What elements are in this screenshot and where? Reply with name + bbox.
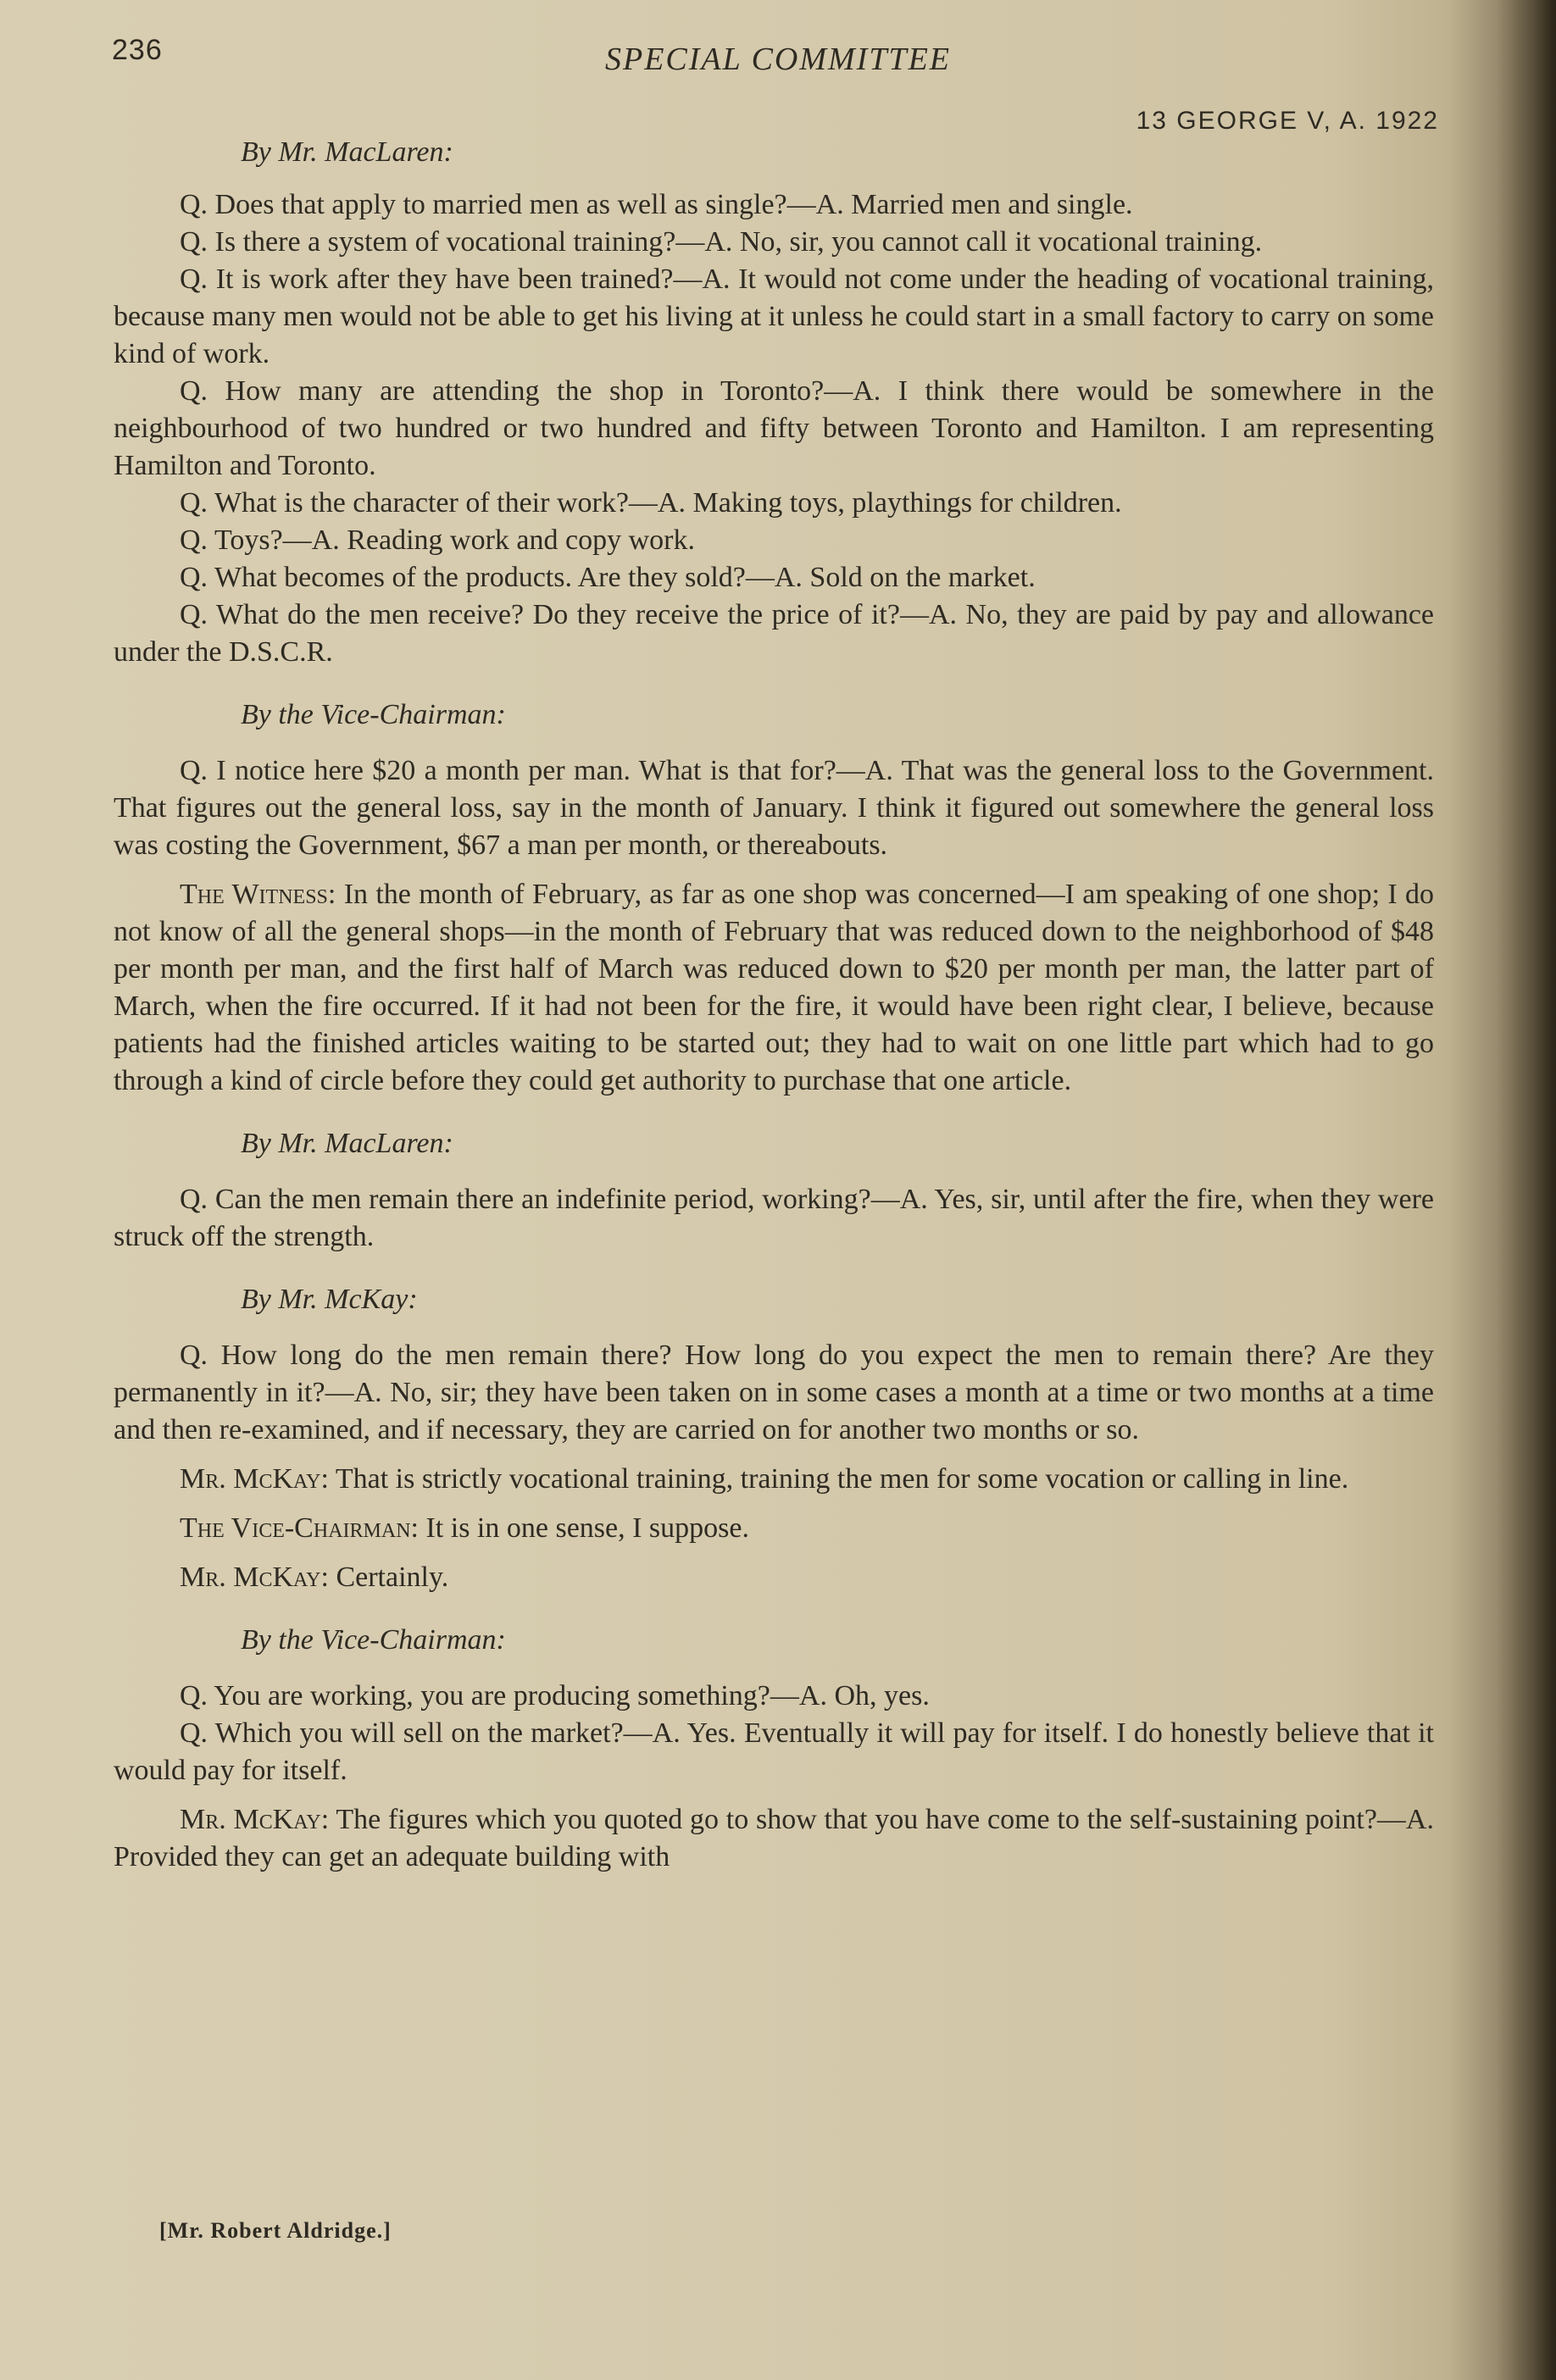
examiner-heading: By Mr. MacLaren: <box>241 1128 453 1159</box>
question-answer-paragraph: Q. Toys?—A. Reading work and copy work. <box>180 524 695 556</box>
speech-text: In the month of February, as far as one shop was concerned—I am speaking of one shop; I do not know of all the general shops—in the month of February that was reduced down to the neighborhood of $48 per month per man, and the first half of March was reduced down to $20 per month per man, the latter part of March, when the fire occurred. If it had not been for the fire, it would have been right clear, I believe, because patients had the finished articles waiting to be started out; they had to wait on one little part which had to go through a kind of circle before they could get authority to purchase that one article. <box>114 879 1435 1096</box>
question-answer-paragraph: Q. How long do the men remain there? How long do you expect the men to remain there? Are they permanently in it?—A. No, sir; they have been taken on in some cases a month at a time or two months at a time and then re-examined, and if necessary, they are carried on for another two months or so. <box>114 1340 1434 1445</box>
examiner-heading: By Mr. MacLaren: <box>241 136 453 168</box>
speech-paragraph: The Vice-Chairman: It is in one sense, I suppose. <box>180 1512 749 1544</box>
question-answer-paragraph: Q. It is work after they have been trained?—A. It would not come under the heading of vocational training, because many men would not be able to get his living at it unless he could start in a small factory to carry on some kind of work. <box>114 264 1434 369</box>
speech-paragraph: Mr. McKay: The figures which you quoted go to show that you have come to the self-sustaining point?—A. Provided they can get an adequate building with <box>114 1804 1434 1872</box>
examiner-heading: By the Vice-Chairman: <box>241 699 506 730</box>
speaker-name: Mr. McKay <box>180 1463 321 1495</box>
speaker-name: The Vice-Chairman <box>180 1512 411 1544</box>
examiner-heading: By Mr. McKay: <box>241 1284 418 1315</box>
question-answer-paragraph: Q. What becomes of the products. Are they sold?—A. Sold on the market. <box>180 562 1036 593</box>
question-answer-paragraph: Q. Does that apply to married men as well as single?—A. Married men and single. <box>180 189 1133 220</box>
speech-text: It is in one sense, I suppose. <box>425 1512 749 1544</box>
question-answer-paragraph: Q. Can the men remain there an indefinite period, working?—A. Yes, sir, until after the fire, when they were struck off the strength. <box>114 1184 1434 1252</box>
speech-text: The figures which you quoted go to show that you have come to the self-sustaining point?—A. Provided they can get an adequate building with <box>114 1804 1434 1872</box>
speech-paragraph: Mr. McKay: That is strictly vocational training, training the men for some vocation or calling in line. <box>180 1463 1349 1495</box>
session-reference: 13 GEORGE V, A. 1922 <box>1136 107 1439 135</box>
question-answer-paragraph: Q. What do the men receive? Do they receive the price of it?—A. No, they are paid by pay and allowance under the D.S.C.R. <box>114 599 1434 668</box>
examiner-heading: By the Vice-Chairman: <box>241 1624 506 1656</box>
question-answer-paragraph: Q. I notice here $20 a month per man. What is that for?—A. That was the general loss to the Government. That figures out the general loss, say in the month of January. I think it figured out somewhere the general loss was costing the Government, $67 a man per month, or thereabouts. <box>114 755 1434 861</box>
speaker-name: Mr. McKay <box>180 1804 321 1835</box>
speaker-name: The Witness <box>180 879 328 910</box>
speech-paragraph: Mr. McKay: Certainly. <box>180 1562 449 1593</box>
document-body <box>114 134 1434 1876</box>
speech-text: That is strictly vocational training, training the men for some vocation or calling in line. <box>335 1463 1349 1495</box>
witness-signature-line: [Mr. Robert Aldridge.] <box>159 2218 392 2243</box>
question-answer-paragraph: Q. Which you will sell on the market?—A. Yes. Eventually it will pay for itself. I do honestly believe that it would pay for itself. <box>114 1717 1434 1786</box>
question-answer-paragraph: Q. You are working, you are producing something?—A. Oh, yes. <box>180 1680 930 1711</box>
speech-paragraph: The Witness: In the month of February, as far as one shop was concerned—I am speaking of one shop; I do not know of all the general shops—in the month of February that was reduced down to the neighborhood of $48 per month per man, and the first half of March was reduced down to $20 per month per man, the latter part of March, when the fire occurred. If it had not been for the fire, it would have been right clear, I believe, because patients had the finished articles waiting to be started out; they had to wait on one little part which had to go through a kind of circle before they could get authority to purchase that one article. <box>114 879 1435 1096</box>
question-answer-paragraph: Q. What is the character of their work?—A. Making toys, playthings for children. <box>180 487 1122 519</box>
running-head: SPECIAL COMMITTEE <box>604 42 952 77</box>
book-spine-shadow <box>1497 0 1556 2380</box>
question-answer-paragraph: Q. How many are attending the shop in Toronto?—A. I think there would be somewhere in the neighbourhood of two hundred or two hundred and fifty between Toronto and Hamilton. I am representing Hamilton and Toronto. <box>114 375 1434 481</box>
question-answer-paragraph: Q. Is there a system of vocational training?—A. No, sir, you cannot call it vocational training. <box>180 226 1263 258</box>
speech-text: Certainly. <box>336 1562 449 1593</box>
speaker-name: Mr. McKay <box>180 1562 321 1593</box>
page-number: 236 <box>112 34 163 66</box>
